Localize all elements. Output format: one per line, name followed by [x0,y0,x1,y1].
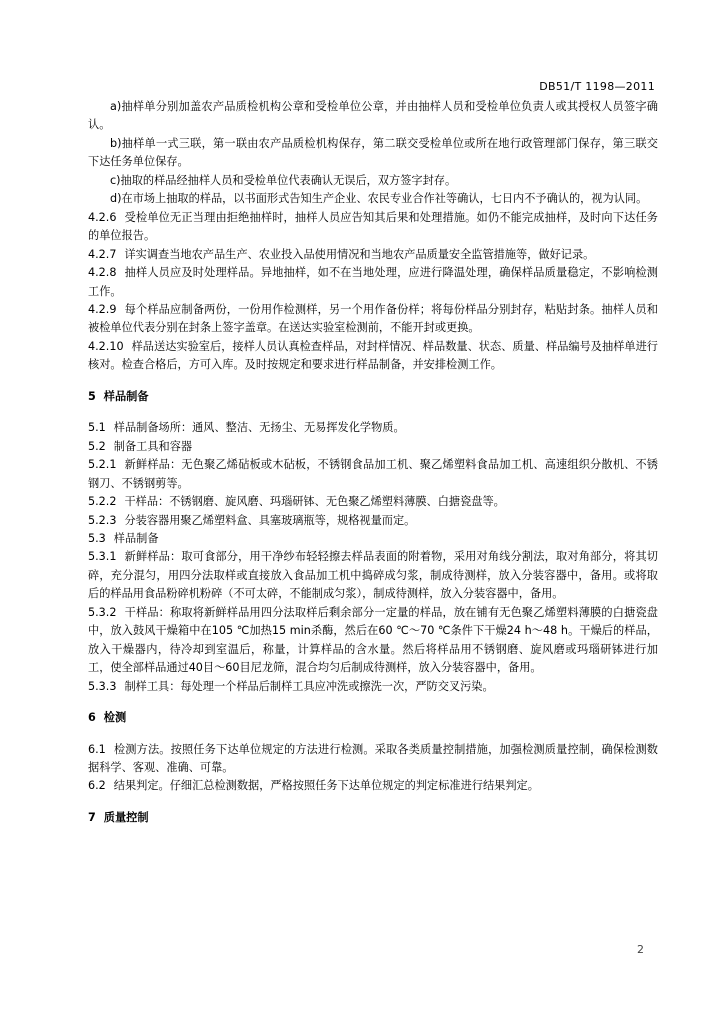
section-heading [88,809,658,827]
clause-number: 6.2 [88,779,106,793]
section-heading [88,388,658,406]
clause-text: 样品制备场所：通风、整洁、无扬尘、无易挥发化学物质。 [113,421,405,435]
clause-paragraph [88,604,658,678]
clause-text: 每个样品应制备两份，一份用作检测样，另一个用作备份样；将每份样品分别封存，粘贴封条。抽样人员和被检单位代表分别在封条上签字盖章。在送达实验室检测前，不能开封或更换。 [88,302,658,335]
clause-text: 检测方法。按照任务下达单位规定的方法进行检测。采取各类质量控制措施，加强检测质量控制，确保检测数据科学、客观、准确、可靠。 [88,742,658,774]
clause-text: 样品送达实验室后，接样人员认真检查样品，对封样情况、样品数量、状态、质量、样品编号及抽样单进行核对。检查合格后，方可入库。及时按规定和要求进行样品制备，并安排检测工作。 [88,339,658,372]
section-number: 7 [88,810,96,824]
document-id-header: DB51/T 1198—2011 [539,80,655,93]
section-title: 质量控制 [103,810,149,824]
clause-paragraph [88,777,658,795]
clause-paragraph [88,512,658,530]
page-number: 2 [637,943,644,956]
clause-text: 分装容器用聚乙烯塑料盒、具塞玻璃瓶等，规格视量而定。 [124,513,416,527]
section-title: 样品制备 [103,389,149,403]
clause-text: 样品制备 [113,531,159,545]
list-item [88,190,658,208]
clause-paragraph [88,741,658,778]
section-number: 5 [88,389,96,403]
clause-number: 4.2.9 [88,302,117,316]
clause-number: 4.2.6 [88,210,117,224]
clause-paragraph [88,209,658,246]
clause-text: 受检单位无正当理由拒绝抽样时，抽样人员应告知其后果和处理措施。如仍不能完成抽样，及时向下达任务的单位报告。 [88,210,658,243]
clause-paragraph [88,419,658,437]
clause-number: 5.3.3 [88,679,117,693]
clause-number: 5.3.1 [88,550,117,564]
clause-paragraph [88,338,658,375]
list-item-text: b)抽样单一式三联，第一联由农产品质检机构保存，第二联交受检单位或所在地行政管理部门保存，第三联交下达任务单位保存。 [88,136,658,169]
clause-paragraph [88,493,658,511]
clause-text: 干样品：不锈钢磨、旋风磨、玛瑙研钵、无色聚乙烯塑料薄膜、白搪瓷盘等。 [124,495,505,509]
clause-paragraph [88,438,658,456]
clause-text: 结果判定。仔细汇总检测数据，严格按照任务下达单位规定的判定标准进行结果判定。 [113,779,539,793]
clause-number: 4.2.10 [88,339,124,353]
clause-text: 抽样人员应及时处理样品。异地抽样，如不在当地处理，应进行降温处理，确保样品质量稳定，不影响检测工作。 [88,266,658,298]
clause-number: 4.2.7 [88,247,117,261]
section-number: 6 [88,711,96,725]
clause-paragraph [88,246,658,264]
clause-number: 5.1 [88,421,106,435]
clause-number: 4.2.8 [88,266,117,280]
clause-number: 5.2 [88,439,106,453]
clause-number: 5.2.1 [88,458,117,472]
clause-text: 制备工具和容器 [113,439,193,453]
document-body [88,98,658,840]
list-item [88,172,658,190]
clause-paragraph [88,548,658,603]
clause-number: 5.3.2 [88,605,117,619]
clause-paragraph [88,530,658,548]
clause-text: 详实调查当地农产品生产、农业投入品使用情况和当地农产品质量安全监管措施等，做好记录。 [124,247,595,261]
clause-text: 新鲜样品：取可食部分，用干净纱布轻轻擦去样品表面的附着物，采用对角线分割法，取对角部分，将其切碎，充分混匀，用四分法取样或直接放入食品加工机中捣碎成匀浆，制成待测样，放入分装容器中，备用。或将取后的样品用食品粉碎机粉碎（不可太碎，不能制成匀浆），制成待测样，放入分装容器中，备用。 [88,550,658,601]
list-item-text: c)抽取的样品经抽样人员和受检单位代表确认无误后，双方签字封存。 [110,173,457,187]
clause-paragraph [88,301,658,338]
list-item-text: a)抽样单分别加盖农产品质检机构公章和受检单位公章，并由抽样人员和受检单位负责人或其授权人员签字确认。 [88,100,658,132]
clause-text: 制样工具：每处理一个样品后制样工具应冲洗或擦洗一次，严防交叉污染。 [124,679,494,693]
list-item [88,135,658,172]
clause-paragraph [88,678,658,696]
clause-text: 干样品：称取将新鲜样品用四分法取样后剩余部分一定量的样品，放在铺有无色聚乙烯塑料薄膜的白搪瓷盘中，放入鼓风干燥箱中在105 ℃加热15 min杀酶，然后在60 ℃～70 ℃条件下干燥24 h～48 h。干燥后的样品，放入干燥器内，待冷却到室温后，称量，计算样品的含水量。然后将样品用不锈钢磨、旋风磨或玛瑙研钵进行加工，使全部样品通过40目～60目尼龙筛，混合均匀后制成待测样，放入分装容器中，备用。 [88,605,658,675]
clause-text: 新鲜样品：无色聚乙烯砧板或木砧板，不锈钢食品加工机、聚乙烯塑料食品加工机、高速组织分散机、不锈钢刀、不锈钢剪等。 [88,458,658,490]
clause-number: 5.2.2 [88,495,117,509]
clause-paragraph [88,456,658,493]
clause-number: 5.2.3 [88,513,117,527]
section-title: 检测 [103,711,127,725]
list-item [88,98,658,135]
section-heading [88,709,658,727]
clause-paragraph [88,264,658,301]
clause-number: 6.1 [88,742,106,756]
list-item-text: d)在市场上抽取的样品，以书面形式告知生产企业、农民专业合作社等确认，七日内不予确认的，视为认同。 [110,192,648,206]
clause-number: 5.3 [88,531,106,545]
